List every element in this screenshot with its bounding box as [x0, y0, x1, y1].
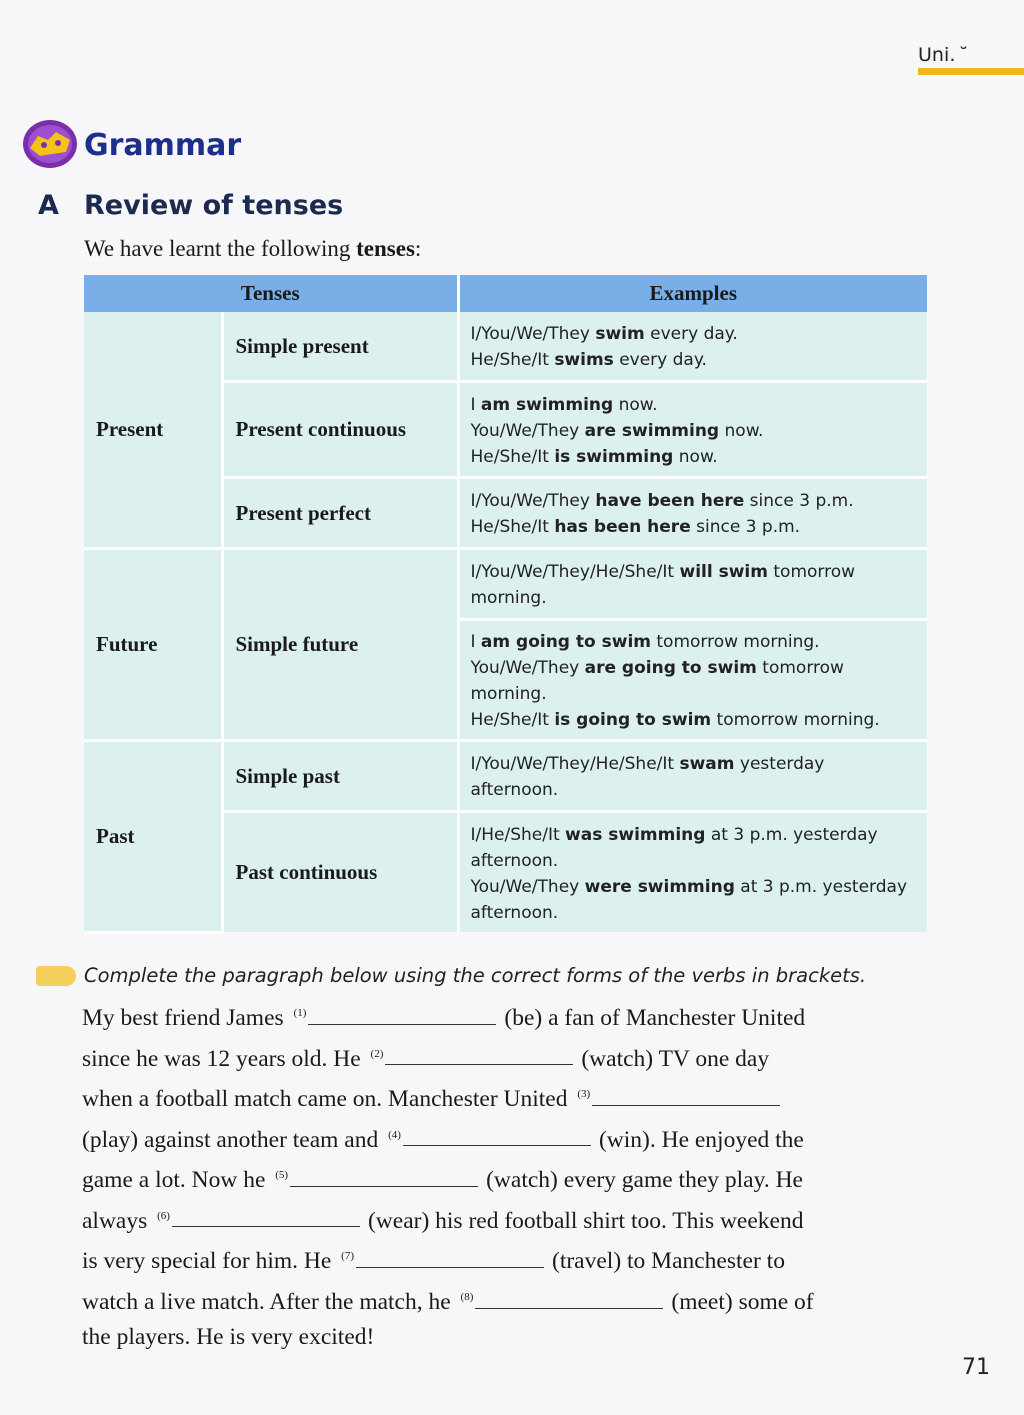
tense-past-continuous: Past continuous: [235, 860, 378, 884]
unit-label: Uni․ ˘: [918, 44, 969, 66]
example-sentence: You/We/They are going to swim tomorrow morning.: [470, 658, 844, 704]
example-sentence: He/She/It swims every day.: [470, 350, 707, 370]
answer-blank[interactable]: [385, 1044, 573, 1065]
examples-simple-present: [460, 313, 928, 379]
paragraph-line: since he was 12 years old. He $^{(2)}$ (watch) TV one day: [82, 1045, 770, 1072]
paragraph-line: is very special for him. He $^{(7)}$ (travel) to Manchester to: [82, 1248, 785, 1275]
answer-blank[interactable]: [403, 1125, 591, 1146]
exercise-paragraph: [82, 996, 942, 1356]
examples-future-going-to: [460, 621, 928, 739]
table-row: [84, 312, 927, 382]
answer-blank[interactable]: [592, 1085, 780, 1106]
section-letter: A: [38, 190, 59, 221]
paragraph-line: when a football match came on. Manchester United $^{(3)}$: [82, 1077, 942, 1118]
paragraph-line: My best friend James $^{(1)}$ (be) a fan of Manchester United: [82, 1004, 806, 1031]
paragraph-line: (play) against another team and $^{(4)}$ (win). He enjoyed the: [82, 1126, 804, 1153]
paragraph-line: the players. He is very excited!: [82, 1324, 375, 1351]
exercise-instruction: Complete the paragraph below using the correct forms of the verbs in brackets.: [84, 964, 867, 987]
table-header-row: [84, 275, 927, 312]
paragraph-line: watch a live match. After the match, he $^{(8)}$ (meet) some of: [82, 1288, 814, 1315]
tense-present-continuous: Present continuous: [235, 417, 407, 441]
header-tenses: Tenses: [84, 275, 458, 312]
example-sentence: I/You/We/They/He/She/It will swim tomorrow morning.: [470, 562, 856, 608]
blank-number: (6): [157, 1209, 170, 1222]
example-sentence: I/You/We/They/He/She/It swam yesterday afternoon.: [470, 754, 825, 800]
example-sentence: He/She/It is going to swim tomorrow morning.: [470, 710, 880, 730]
example-sentence: I/He/She/It was swimming at 3 p.m. yesterday afternoon.: [470, 824, 878, 871]
examples-future-will: [460, 551, 928, 617]
blank-number: (8): [460, 1290, 474, 1303]
example-sentence: He/She/It is swimming now.: [470, 446, 718, 467]
tense-simple-past: Simple past: [235, 763, 340, 788]
intro-text: We have learnt the following tenses:: [84, 236, 422, 261]
group-future: Future: [96, 632, 158, 656]
unit-accent-bar: [918, 68, 1024, 75]
tenses-table: [84, 275, 927, 934]
tense-present-perfect: Present perfect: [235, 500, 371, 525]
example-sentence: He/She/It has been here since 3 p.m.: [470, 517, 801, 537]
paragraph-line: game a lot. Now he $^{(5)}$ (watch) every game they play. He: [82, 1166, 803, 1193]
answer-blank[interactable]: [356, 1247, 544, 1268]
page-number: 71: [962, 1355, 990, 1380]
blank-number: (1): [293, 1007, 307, 1019]
paragraph-line: always $^{(6)}$ (wear) his red football shirt too. This weekend: [82, 1207, 804, 1234]
example-sentence: I/You/We/They swim every day.: [470, 324, 738, 344]
section-title: Review of tenses: [84, 190, 344, 221]
tense-simple-future: Simple future: [235, 632, 359, 656]
blank-number: (5): [275, 1169, 289, 1182]
example-sentence: You/We/They were swimming at 3 p.m. yesterday afternoon.: [470, 876, 908, 923]
example-sentence: You/We/They are swimming now.: [470, 420, 764, 441]
example-sentence: I am swimming now.: [470, 394, 658, 415]
blank-number: (3): [577, 1088, 591, 1101]
answer-blank[interactable]: [475, 1288, 663, 1309]
blank-number: (2): [370, 1047, 384, 1060]
grammar-badge-icon: [22, 118, 78, 170]
answer-blank[interactable]: [290, 1166, 478, 1187]
answer-blank[interactable]: [172, 1206, 360, 1227]
blank-number: (4): [388, 1128, 401, 1141]
answer-blank[interactable]: [308, 1004, 496, 1025]
examples-past-continuous: [460, 814, 928, 932]
examples-present-continuous: [460, 384, 928, 476]
examples-simple-past: [460, 743, 928, 809]
blank-number: (7): [341, 1250, 354, 1263]
group-present: Present: [96, 417, 164, 441]
example-sentence: I am going to swim tomorrow morning.: [470, 632, 820, 652]
examples-present-perfect: [460, 480, 928, 546]
header-examples: Examples: [458, 275, 927, 312]
group-past: Past: [96, 823, 135, 848]
table-row: [84, 741, 927, 812]
table-row: [84, 549, 927, 620]
exercise-marker-icon: [36, 966, 76, 986]
tense-simple-present: Simple present: [235, 333, 369, 358]
example-sentence: I/You/We/They have been here since 3 p.m.: [470, 491, 854, 511]
section-heading: Grammar: [84, 128, 242, 163]
